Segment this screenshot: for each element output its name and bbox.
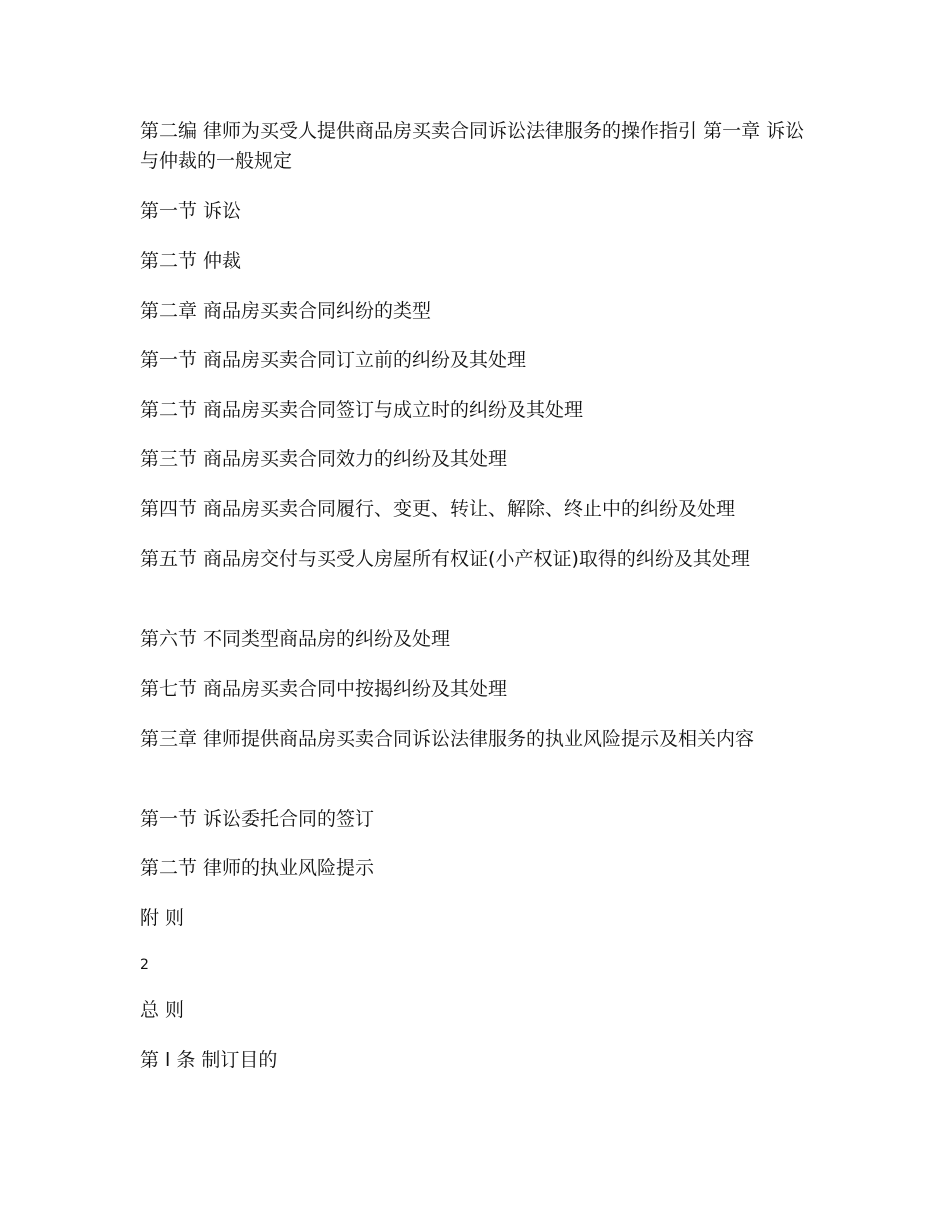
section-heading: 第二节 商品房买卖合同签订与成立时的纠纷及其处理 <box>140 399 584 421</box>
part-heading: 第二编 律师为买受人提供商品房买卖合同诉讼法律服务的操作指引 第一章 诉讼与仲裁的一般规定 <box>140 120 805 172</box>
section-heading: 第二节 律师的执业风险提示 <box>140 857 375 879</box>
article-heading: 第 l 条 制订目的 <box>140 1049 278 1071</box>
general-provisions-heading: 总 则 <box>140 999 185 1021</box>
section-heading: 第一节 诉讼委托合同的签订 <box>140 808 375 830</box>
page-number: 2 <box>140 957 149 973</box>
section-heading: 第四节 商品房买卖合同履行、变更、转让、解除、终止中的纠纷及处理 <box>140 498 736 520</box>
chapter-heading: 第二章 商品房买卖合同纠纷的类型 <box>140 300 432 322</box>
section-heading: 第三节 商品房买卖合同效力的纠纷及其处理 <box>140 448 508 470</box>
section-heading: 第一节 商品房买卖合同订立前的纠纷及其处理 <box>140 349 527 371</box>
section-heading: 第一节 诉讼 <box>140 200 242 222</box>
section-heading: 第六节 不同类型商品房的纠纷及处理 <box>140 628 451 650</box>
section-heading: 第七节 商品房买卖合同中按揭纠纷及其处理 <box>140 678 508 700</box>
section-heading: 第二节 仲裁 <box>140 250 242 272</box>
appendix-heading: 附 则 <box>140 907 185 929</box>
chapter-heading: 第三章 律师提供商品房买卖合同诉讼法律服务的执业风险提示及相关内容 <box>140 728 755 750</box>
section-heading: 第五节 商品房交付与买受人房屋所有权证(小产权证)取得的纠纷及其处理 <box>140 548 750 570</box>
